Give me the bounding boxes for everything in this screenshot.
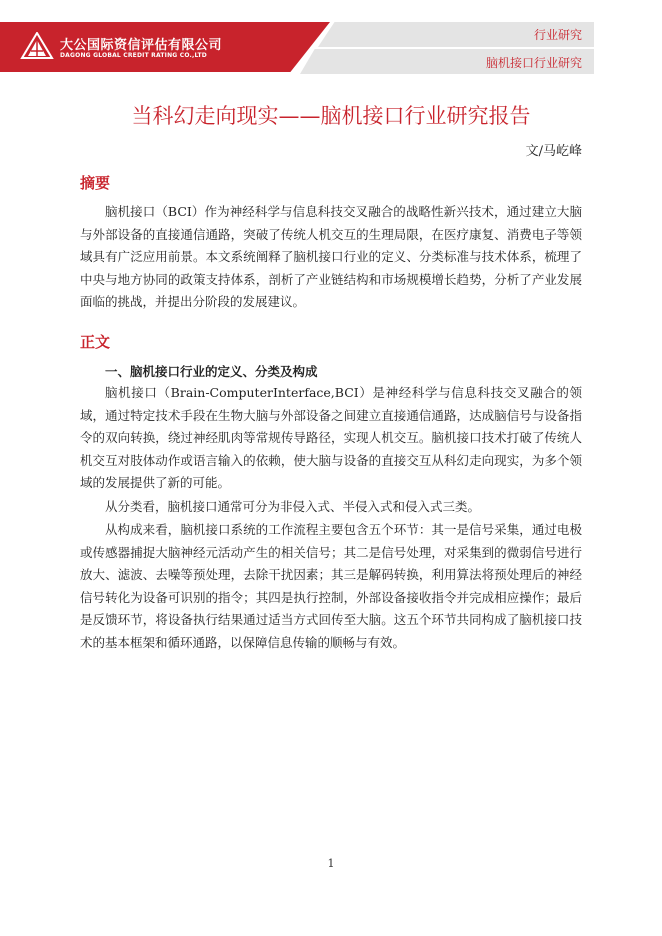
body-paragraph-2: 从分类看，脑机接口通常可分为非侵入式、半侵入式和侵入式三类。 — [105, 499, 481, 514]
subcategory-tag: 脑机接口行业研究 — [485, 56, 582, 70]
report-author: 文/马屹峰 — [525, 144, 582, 159]
page-header — [0, 0, 662, 85]
page-number: 1 — [327, 857, 335, 870]
body-paragraph-3: 从构成来看，脑机接口系统的工作流程主要包含五个环节：其一是信号采集，通过电极或传感器捕捉大脑神经元活动产生的相关信号；其二是信号处理，对采集到的微弱信号进行放大、滤波、去噪等预处理，去除干扰因素；其三是解码转换，利用算法将预处理后的神经信号转化为设备可识别的指令；其四是执行控制，外部设备接收指令并完成相应操作；最后是反馈环节，将设备执行结果通过适当方式回传至大脑。这五个环节共同构成了脑机接口技术的基本框架和循环通路，以保障信息传输的顺畅与有效。 — [80, 522, 582, 650]
body-heading: 正文 — [80, 333, 111, 351]
body-paragraph-1: 脑机接口（Brain-ComputerInterface,BCI）是神经科学与信息科技交叉融合的领域，通过特定技术手段在生物大脑与外部设备之间建立直接通信通路，达成脑信号与设备指令的双向转换，绕过神经肌肉等常规传导路径，实现人机交互。脑机接口技术打破了传统人机交互对肢体动作或语言输入的依赖，使大脑与设备的直接交互从科幻走向现实，为多个领域的发展提供了新的可能。 — [80, 385, 582, 490]
company-name-cn: 大公国际资信评估有限公司 — [60, 38, 223, 53]
report-title: 当科幻走向现实——脑机接口行业研究报告 — [131, 104, 531, 128]
company-name-en: DAGONG GLOBAL CREDIT RATING CO.,LTD — [60, 52, 207, 59]
abstract-paragraph: 脑机接口（BCI）作为神经科学与信息科技交叉融合的战略性新兴技术，通过建立大脑与外部设备的直接通信通路，突破了传统人机交互的生理局限，在医疗康复、消费电子等领域具有广泛应用前景。本文系统阐释了脑机接口行业的定义、分类标准与技术体系，梳理了中央与地方协同的政策支持体系，剖析了产业链结构和市场规模增长趋势，分析了产业发展面临的挑战，并提出分阶段的发展建议。 — [80, 204, 582, 309]
abstract-heading: 摘要 — [80, 174, 111, 192]
section-subheading: 一、脑机接口行业的定义、分类及构成 — [105, 364, 318, 379]
category-tag: 行业研究 — [533, 28, 582, 42]
company-logo-icon — [20, 32, 54, 60]
